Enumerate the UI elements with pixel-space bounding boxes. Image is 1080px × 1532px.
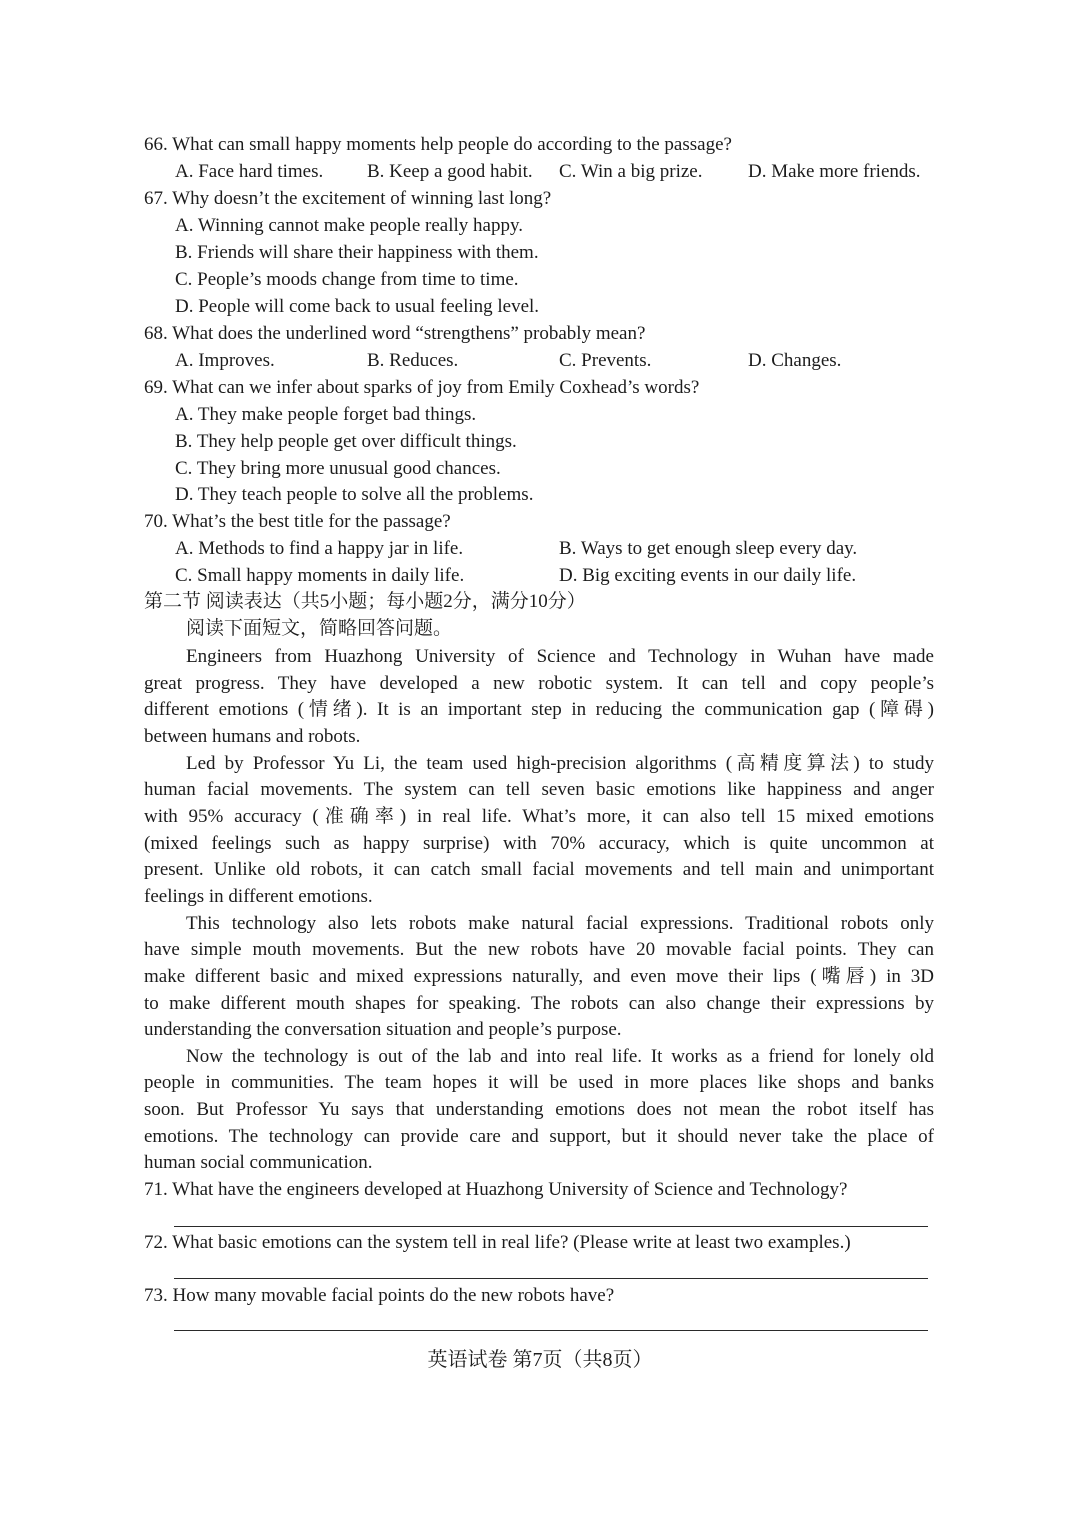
passage-p2-line6: feelings in different emotions. — [144, 886, 373, 907]
question-72: 72. What basic emotions can the system tell in real life? (Please write at least two examples.) — [144, 1232, 851, 1253]
q68-option-c: C. Prevents. — [559, 350, 652, 371]
answer-line-71[interactable] — [174, 1226, 928, 1227]
q66-option-d: D. Make more friends. — [748, 161, 921, 182]
q67-option-a: A. Winning cannot make people really happy. — [175, 215, 523, 236]
passage-p4-line3: soon. But Professor Yu says that understanding emotions does not mean the robot itself has — [144, 1099, 934, 1120]
passage-p4-line1: Now the technology is out of the lab and into real life. It works as a friend for lonely old — [186, 1046, 934, 1067]
passage-p4-line4: emotions. The technology can provide care and support, but it should never take the place of — [144, 1126, 934, 1147]
question-73: 73. How many movable facial points do the new robots have? — [144, 1285, 615, 1306]
passage-p3-line5: understanding the conversation situation and people’s purpose. — [144, 1019, 622, 1040]
question-66: 66. What can small happy moments help people do according to the passage? — [144, 134, 732, 155]
q67-option-b: B. Friends will share their happiness with them. — [175, 242, 539, 263]
passage-p3-line2: have simple mouth movements. But the new robots have 20 movable facial points. They can — [144, 939, 934, 960]
passage-p2-line3: with 95% accuracy (准确率) in real life. What’s more, it can also tell 15 mixed emotions — [144, 806, 934, 827]
q66-option-a: A. Face hard times. — [175, 161, 324, 182]
passage-p1-line3: different emotions (情绪). It is an important step in reducing the communication gap (障碍) — [144, 699, 934, 720]
q66-option-c: C. Win a big prize. — [559, 161, 703, 182]
q68-option-d: D. Changes. — [748, 350, 842, 371]
q67-option-c: C. People’s moods change from time to time. — [175, 269, 519, 290]
question-67: 67. Why doesn’t the excitement of winning last long? — [144, 188, 552, 209]
passage-p2-line2: human facial movements. The system can tell seven basic emotions like happiness and anger — [144, 779, 934, 800]
question-70: 70. What’s the best title for the passage? — [144, 511, 451, 532]
q69-option-a: A. They make people forget bad things. — [175, 404, 477, 425]
answer-line-73[interactable] — [174, 1330, 928, 1331]
page-footer: 英语试卷 第7页（共8页） — [427, 1349, 653, 1371]
passage-p2-line5: present. Unlike old robots, it can catch small facial movements and tell main and unimportant — [144, 859, 934, 880]
q70-option-b: B. Ways to get enough sleep every day. — [559, 538, 858, 559]
passage-p1-line2: great progress. They have developed a new robotic system. It can tell and copy people’s — [144, 673, 934, 694]
passage-p4-line2: people in communities. The team hopes it will be used in more places like shops and banks — [144, 1072, 934, 1093]
passage-p4-line5: human social communication. — [144, 1152, 373, 1173]
answer-line-72[interactable] — [174, 1278, 928, 1279]
question-68: 68. What does the underlined word “strengthens” probably mean? — [144, 323, 646, 344]
question-71: 71. What have the engineers developed at Huazhong University of Science and Technology? — [144, 1179, 848, 1200]
question-69: 69. What can we infer about sparks of joy from Emily Coxhead’s words? — [144, 377, 700, 398]
q69-option-c: C. They bring more unusual good chances. — [175, 458, 501, 479]
passage-p3-line4: to make different mouth shapes for speaking. The robots can also change their expressions by — [144, 993, 934, 1014]
q68-option-b: B. Reduces. — [367, 350, 459, 371]
q68-option-a: A. Improves. — [175, 350, 275, 371]
passage-p1-line4: between humans and robots. — [144, 726, 361, 747]
q69-option-b: B. They help people get over difficult things. — [175, 431, 517, 452]
passage-p2-line1: Led by Professor Yu Li, the team used high-precision algorithms (高精度算法) to study — [186, 753, 934, 774]
section-title: 第二节 阅读表达（共5小题；每小题2分，满分10分） — [144, 591, 586, 612]
passage-p3-line1: This technology also lets robots make natural facial expressions. Traditional robots only — [186, 913, 934, 934]
q70-option-d: D. Big exciting events in our daily life. — [559, 565, 857, 586]
q67-option-d: D. People will come back to usual feeling level. — [175, 296, 540, 317]
q70-option-c: C. Small happy moments in daily life. — [175, 565, 465, 586]
q70-option-a: A. Methods to find a happy jar in life. — [175, 538, 464, 559]
q66-option-b: B. Keep a good habit. — [367, 161, 533, 182]
passage-p1-line1: Engineers from Huazhong University of Science and Technology in Wuhan have made — [186, 646, 934, 667]
q69-option-d: D. They teach people to solve all the problems. — [175, 484, 534, 505]
section-instruction: 阅读下面短文，简略回答问题。 — [186, 618, 453, 639]
passage-p2-line4: (mixed feelings such as happy surprise) with 70% accuracy, which is quite uncommon at — [144, 833, 934, 854]
passage-p3-line3: make different basic and mixed expressions naturally, and even move their lips (嘴唇) in 3D — [144, 966, 934, 987]
